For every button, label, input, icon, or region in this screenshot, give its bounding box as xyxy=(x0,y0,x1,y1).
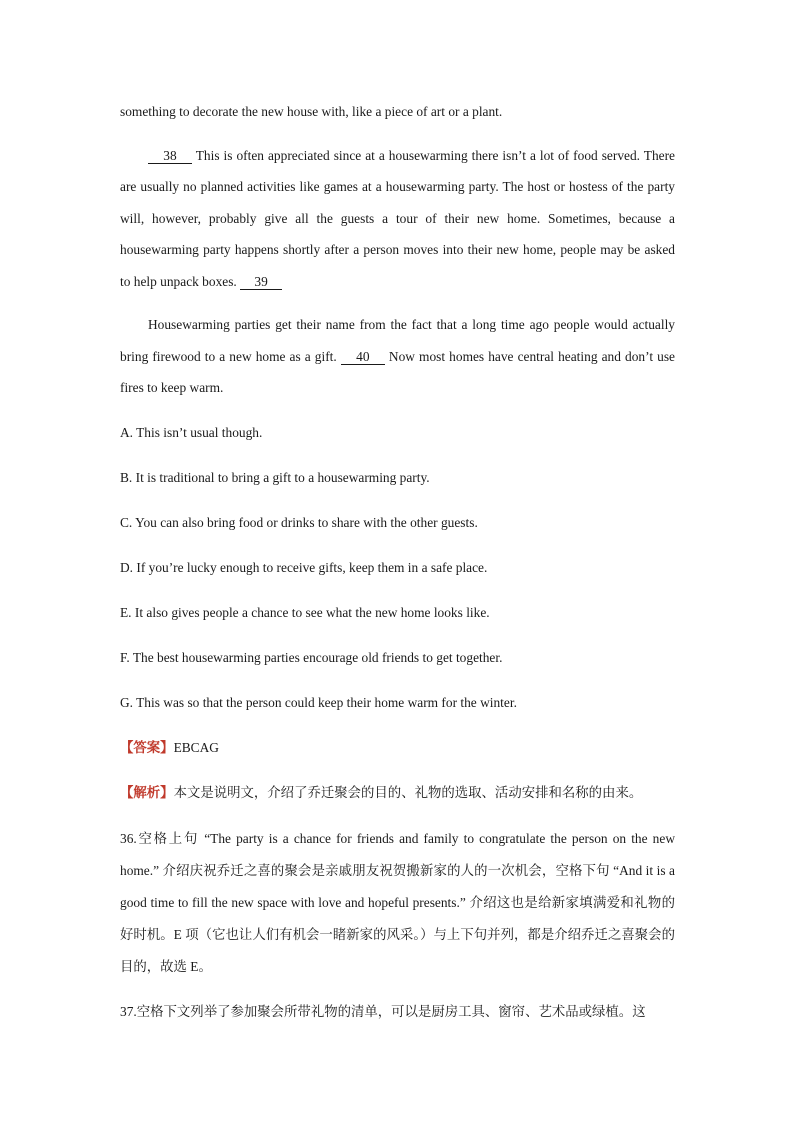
option-f: F. The best housewarming parties encourage old friends to get together. xyxy=(120,650,503,665)
paragraph-3-text-a: Housewarming parties get their name from the fact that a long time ago people would actually bring firewood to a new home as a gift. xyxy=(120,317,675,364)
option-a: A. This isn’t usual though. xyxy=(120,425,263,440)
option-d: D. If you’re lucky enough to receive gifts, keep them in a safe place. xyxy=(120,560,488,575)
explanation-37: 37.空格下文列举了参加聚会所带礼物的清单，可以是厨房工具、窗帘、艺术品或绿植。这 xyxy=(120,1004,646,1019)
passage-paragraph-3 xyxy=(120,309,675,404)
answer-value: EBCAG xyxy=(173,740,219,755)
answer-label: 【答案】 xyxy=(120,740,174,755)
paragraph-2-text: This is often appreciated since at a housewarming there isn’t a lot of food served. There are usually no planned activities like games at a housewarming party. The host or hostess of the party will, however, probably give all the guests a tour of their new home. Sometimes, because a housewarming party happens shortly after a person moves into their new home, people may be asked to help unpack boxes. xyxy=(120,147,675,289)
option-g: G. This was so that the person could keep their home warm for the winter. xyxy=(120,695,517,710)
passage-line: something to decorate the new house with, like a piece of art or a plant. xyxy=(120,104,503,119)
passage-paragraph-2 xyxy=(120,140,675,298)
analysis-label: 【解析】 xyxy=(120,785,174,800)
blank-38: 38 xyxy=(148,148,192,164)
blank-39: 39 xyxy=(240,274,282,290)
option-c: C. You can also bring food or drinks to share with the other guests. xyxy=(120,515,478,530)
analysis-line xyxy=(120,777,675,809)
blank-40: 40 xyxy=(341,349,385,365)
document-page xyxy=(120,96,675,1028)
option-b: B. It is traditional to bring a gift to a housewarming party. xyxy=(120,470,430,485)
paragraph-3-text-b: Now most homes have central heating and don’t use fires to keep warm. xyxy=(120,348,675,395)
option-e: E. It also gives people a chance to see what the new home looks like. xyxy=(120,605,490,620)
explanation-36: 36.空格上句 “The party is a chance for friends and family to congratulate the person on the new home.” 介绍庆祝乔迁之喜的聚会是亲戚朋友祝贺搬新家的人的一次机会，空格下句 “And it is a good time to fill the new space with love and hopeful presents.” 介绍这也是给新家填满爱和礼物的好时机。E 项（它也让人们有机会一睹新家的风采。）与上下句并列，都是介绍乔迁之喜聚会的目的，故选 E。 xyxy=(120,830,675,974)
analysis-text: 本文是说明文，介绍了乔迁聚会的目的、礼物的选取、活动安排和名称的由来。 xyxy=(173,785,643,800)
answer-line xyxy=(120,732,675,764)
